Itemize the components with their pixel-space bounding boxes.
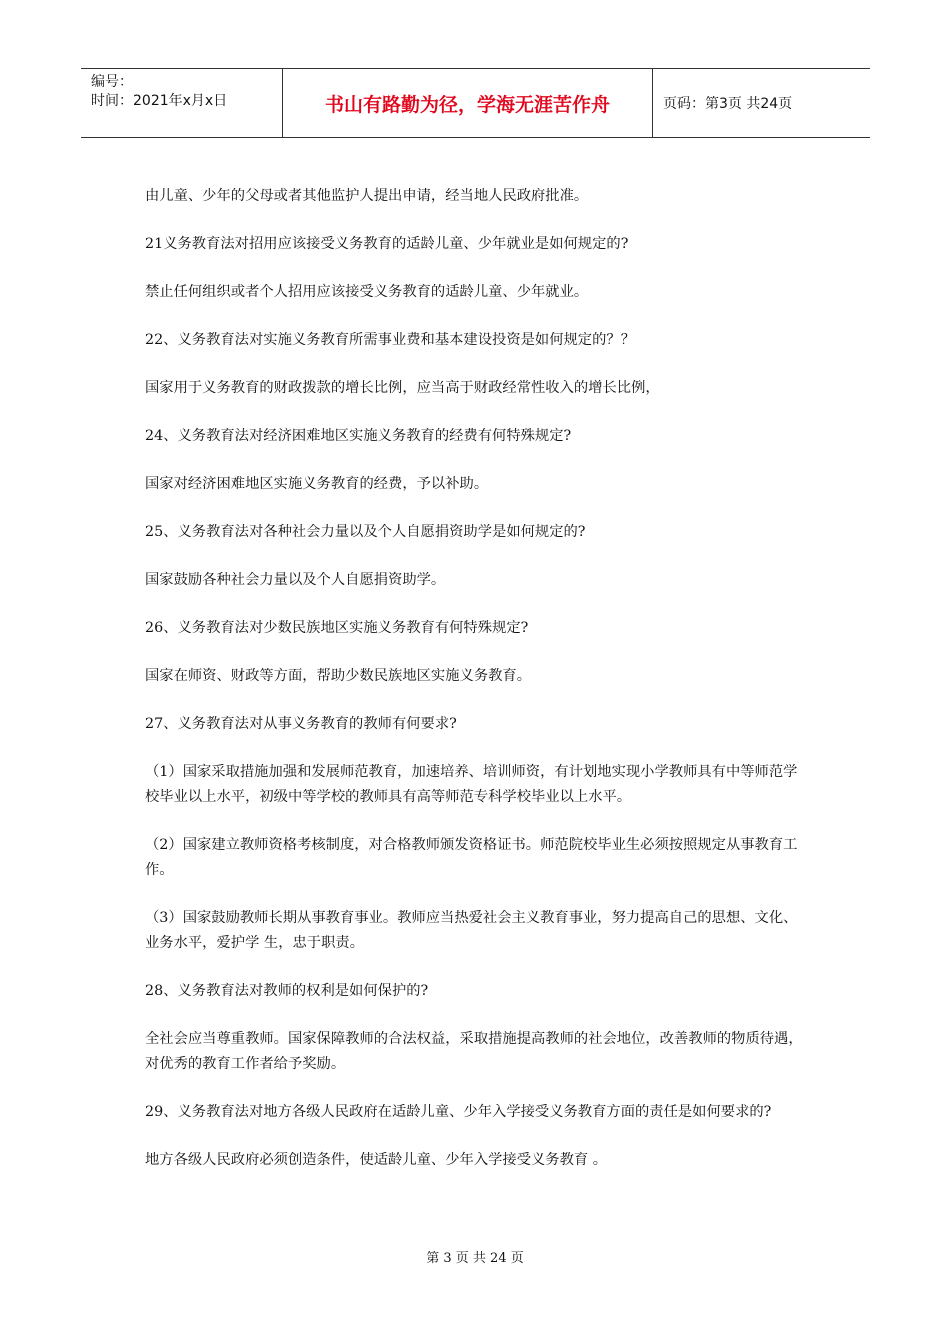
paragraph: 国家在师资、财政等方面，帮助少数民族地区实施义务教育。 — [145, 668, 532, 684]
question: 26、义务教育法对少数民族地区实施义务教育有何特殊规定? — [145, 620, 529, 636]
time-label: 时间：2021年x月x日 — [91, 93, 228, 109]
header-meta — [81, 69, 283, 137]
question: 25、义务教育法对各种社会力量以及个人自愿捐资助学是如何规定的? — [145, 524, 586, 540]
question: 28、义务教育法对教师的权利是如何保护的? — [145, 983, 429, 999]
header-page-info: 页码：第3页 共24页 — [663, 96, 793, 112]
paragraph: （3）国家鼓励教师长期从事教育事业。教师应当热爱社会主义教育事业，努力提高自己的思想、文化、业务水平，爱护学 生，忠于职责。 — [145, 910, 798, 951]
paragraph: 国家对经济困难地区实施义务教育的经费，予以补助。 — [145, 476, 489, 492]
paragraph: 由儿童、少年的父母或者其他监护人提出申请，经当地人民政府批准。 — [145, 188, 589, 204]
page-footer: 第 3 页 共 24 页 — [426, 1251, 524, 1266]
paragraph: （2）国家建立教师资格考核制度，对合格教师颁发资格证书。师范院校毕业生必须按照规定从事教育工作。 — [145, 837, 798, 878]
question: 24、义务教育法对经济困难地区实施义务教育的经费有何特殊规定? — [145, 428, 572, 444]
question: 21义务教育法对招用应该接受义务教育的适龄儿童、少年就业是如何规定的? — [145, 236, 629, 252]
header-motto: 书山有路勤为径，学海无涯苦作舟 — [283, 69, 653, 137]
paragraph: 国家用于义务教育的财政拨款的增长比例，应当高于财政经常性收入的增长比例， — [145, 380, 660, 396]
paragraph: 国家鼓励各种社会力量以及个人自愿捐资助学。 — [145, 572, 446, 588]
question: 22、义务教育法对实施义务教育所需事业费和基本建设投资是如何规定的？？ — [145, 332, 635, 348]
paragraph: 禁止任何组织或者个人招用应该接受义务教育的适龄儿童、少年就业。 — [145, 284, 589, 300]
paragraph: （1）国家采取措施加强和发展师范教育，加速培养、培训师资，有计划地实现小学教师具有中等师范学校毕业以上水平，初级中等学校的教师具有高等师范专科学校毕业以上水平。 — [145, 764, 798, 805]
document-body — [145, 184, 810, 1196]
page-header — [81, 68, 870, 138]
number-label: 编号： — [91, 74, 133, 90]
paragraph: 全社会应当尊重教师。国家保障教师的合法权益，采取措施提高教师的社会地位，改善教师的物质待遇，对优秀的教育工作者给予奖励。 — [145, 1031, 803, 1072]
question: 29、义务教育法对地方各级人民政府在适龄儿童、少年入学接受义务教育方面的责任是如何要求的? — [145, 1104, 772, 1120]
question: 27、义务教育法对从事义务教育的教师有何要求? — [145, 716, 457, 732]
paragraph: 地方各级人民政府必须创造条件，使适龄儿童、少年入学接受义务教育 。 — [145, 1152, 608, 1168]
